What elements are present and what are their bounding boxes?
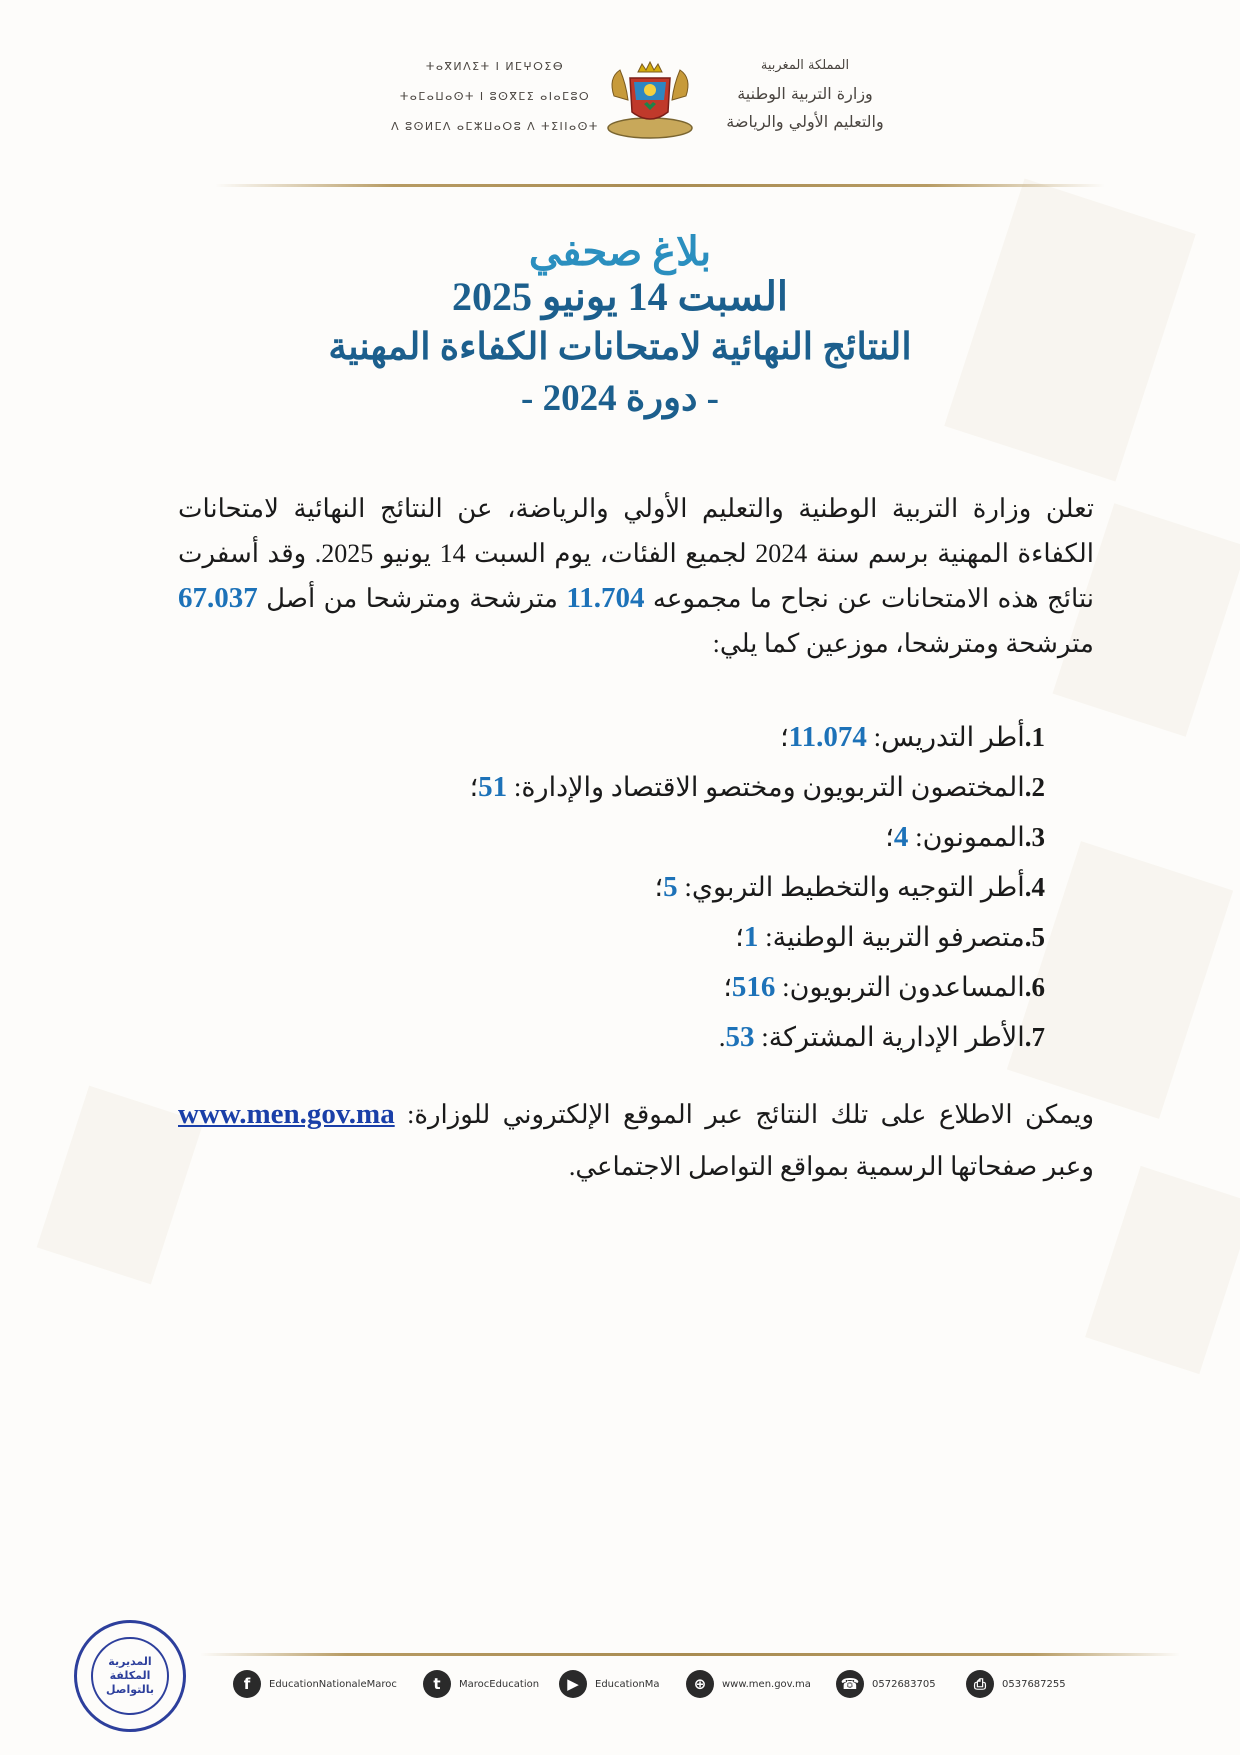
item-number: 2.	[1024, 772, 1045, 802]
list-item	[345, 862, 1045, 912]
list-item	[345, 962, 1045, 1012]
paragraph-text: وعبر صفحاتها الرسمية بمواقع التواصل الاجتماعي.	[568, 1152, 1094, 1181]
background-decoration	[1085, 1166, 1240, 1374]
fax-icon: ⎙	[966, 1670, 994, 1698]
item-label: الأطر الإدارية المشتركة:	[761, 1022, 1025, 1052]
footer-twitter[interactable]	[423, 1668, 539, 1700]
footer-label: EducationNationaleMaroc	[269, 1678, 397, 1690]
coat-of-arms-icon	[604, 56, 696, 140]
release-subject: النتائج النهائية لامتحانات الكفاءة المهنية	[328, 327, 912, 368]
ministry-line: ⵜⴰⵎⴰⵡⴰⵙⵜ ⵏ ⵓⵙⴳⵎⵉ ⴰⵏⴰⵎⵓⵔ	[399, 90, 591, 103]
item-end: ؛	[723, 972, 732, 1002]
item-label: متصرفو التربية الوطنية:	[765, 922, 1025, 952]
official-stamp	[74, 1620, 186, 1732]
header-divider	[215, 184, 1105, 187]
item-value: 516	[731, 971, 776, 1003]
footer-youtube[interactable]	[559, 1668, 660, 1700]
press-release-title	[0, 229, 1240, 424]
announcement-paragraph	[178, 486, 1094, 666]
footer-facebook[interactable]	[233, 1668, 397, 1700]
paragraph-text: مترشحة ومترشحا من أصل	[266, 584, 558, 613]
footer-fax[interactable]	[966, 1668, 1066, 1700]
phone-icon: ☎	[836, 1670, 864, 1698]
list-item	[345, 812, 1045, 862]
twitter-icon: t	[423, 1670, 451, 1698]
footer-divider	[200, 1653, 1180, 1656]
footer-phone[interactable]	[836, 1668, 936, 1700]
item-end: ؛	[654, 872, 664, 902]
item-value: 51	[478, 771, 508, 803]
item-value: 5	[663, 871, 678, 903]
document-type: بلاغ صحفي	[528, 229, 712, 274]
ministry-line: ⵜⴰⴳⵍⴷⵉⵜ ⵏ ⵍⵎⵖⵔⵉⴱ	[425, 60, 565, 73]
item-end: .	[718, 1022, 726, 1052]
paragraph-text: مترشحة ومترشحا، موزعين كما يلي:	[712, 629, 1094, 658]
youtube-icon: ▶	[559, 1670, 587, 1698]
item-number: 3.	[1024, 822, 1045, 852]
item-label: المختصون التربويون ومختصو الاقتصاد والإدارة:	[513, 772, 1025, 802]
footer-contacts	[233, 1668, 1083, 1700]
item-value: 11.074	[788, 721, 867, 753]
item-end: ؛	[780, 722, 789, 752]
item-label: المساعدون التربويون:	[782, 972, 1025, 1002]
item-number: 1.	[1024, 722, 1045, 752]
footer-label: EducationMa	[595, 1678, 660, 1690]
item-label: الممونون:	[915, 822, 1025, 852]
footer-label: www.men.gov.ma	[722, 1678, 811, 1690]
stamp-line: بالتواصل	[106, 1683, 154, 1696]
list-item	[345, 762, 1045, 812]
list-item	[345, 912, 1045, 962]
stamp-line: المكلفة	[109, 1669, 151, 1682]
letterhead	[390, 52, 910, 152]
release-date: السبت 14 يونيو 2025	[451, 274, 788, 319]
item-value: 53	[725, 1021, 755, 1053]
item-label: أطر التدريس:	[873, 722, 1025, 752]
item-value: 1	[743, 921, 759, 953]
item-end: ؛	[735, 922, 744, 952]
facebook-icon: f	[233, 1670, 261, 1698]
item-number: 4.	[1024, 872, 1045, 902]
ministry-name-tifinagh	[390, 52, 600, 142]
closing-paragraph	[178, 1088, 1094, 1193]
ministry-name-arabic	[700, 52, 910, 136]
item-end: ؛	[469, 772, 479, 802]
footer-label: MarocEducation	[459, 1678, 540, 1690]
item-number: 7.	[1024, 1022, 1045, 1052]
globe-icon: ⊕	[686, 1670, 714, 1698]
ministry-line: والتعليم الأولي والرياضة	[726, 112, 884, 131]
list-item	[345, 712, 1045, 762]
results-distribution-list	[345, 712, 1045, 1062]
item-label: أطر التوجيه والتخطيط التربوي:	[684, 872, 1025, 902]
ministry-line: ⴷ ⵓⵙⵍⵎⴷ ⴰⵎⵣⵡⴰⵔⵓ ⴷ ⵜⵉⵏⵏⴰⵙⵜ	[391, 120, 599, 133]
paragraph-text: تعلن وزارة التربية الوطنية والتعليم الأولي والرياضة، عن النتائج النهائية لامتحانات الكفاءة المهنية برسم سنة 2024 لجميع الفئات، يوم السبت 14 يونيو 2025. وقد أسفرت نتائج هذه الامتحانات عن نجاح ما مجموعه	[178, 494, 1095, 613]
success-total: 11.704	[566, 582, 645, 614]
stamp-center	[91, 1637, 169, 1715]
item-end: ؛	[885, 822, 894, 852]
ministry-line: وزارة التربية الوطنية	[737, 84, 873, 103]
item-number: 5.	[1024, 922, 1045, 952]
ministry-website-link[interactable]: www.men.gov.ma	[178, 1098, 395, 1130]
candidates-total: 67.037	[178, 582, 258, 614]
footer-label: 0572683705	[872, 1678, 936, 1690]
paragraph-text: ويمكن الاطلاع على تلك النتائج عبر الموقع الإلكتروني للوزارة:	[407, 1100, 1094, 1129]
footer-website[interactable]	[686, 1668, 811, 1700]
session-year: - دورة 2024 -	[521, 378, 719, 419]
list-item	[345, 1012, 1045, 1062]
ministry-line: المملكة المغربية	[760, 58, 850, 73]
stamp-line: المديرية	[108, 1655, 152, 1668]
item-value: 4	[893, 821, 909, 853]
item-number: 6.	[1024, 972, 1045, 1002]
footer-label: 0537687255	[1002, 1678, 1066, 1690]
